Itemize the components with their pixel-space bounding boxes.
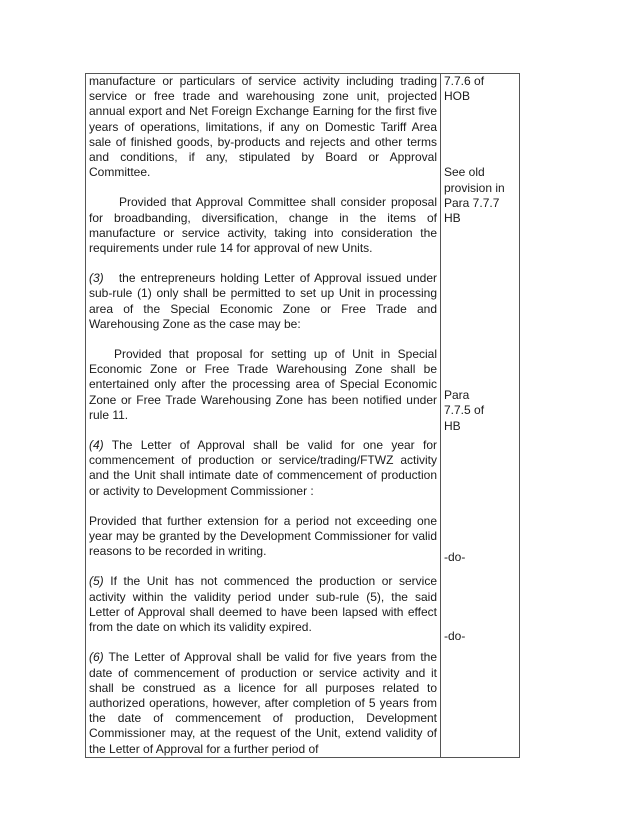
sub-rule-text: The Letter of Approval shall be valid for one year for commencement of production or service/trading/FTWZ activity and the Unit shall intimate date of commencement of production or activity to Development Commissioner : bbox=[89, 438, 437, 498]
sub-rule-text: the entrepreneurs holding Letter of Approval issued under sub-rule (1) only shall be permitted to set up Unit in processing area of the Special Economic Zone or Free Trade and Warehousing Zone as the case may be: bbox=[89, 271, 437, 331]
paragraph-sub-rule-5 bbox=[89, 574, 437, 635]
rule-text-column bbox=[86, 74, 441, 758]
reference-do-2: -do- bbox=[444, 629, 466, 644]
paragraph-sub-rule-4 bbox=[89, 438, 437, 499]
rules-table bbox=[85, 73, 520, 758]
reference-old-provision: See old provision in Para 7.7.7 HB bbox=[444, 165, 505, 226]
reference-column bbox=[441, 74, 520, 758]
paragraph-continuation: manufacture or particulars of service activity including trading service or free trade and warehousing zone unit, projected annual export and Net Foreign Exchange Earning for the first five years of operations, limitations, if any on Domestic Tariff Area sale of finished goods, by-products and rejects and other terms and conditions, if any, stipulated by Board or Approval Committee. bbox=[89, 74, 437, 180]
paragraph-proviso-setup: Provided that proposal for setting up of Unit in Special Economic Zone or Free Trade Warehousing Zone shall be entertained only after the processing area of Special Economic Zone or Free Trade Warehousing Zone has been notified under rule 11. bbox=[89, 347, 437, 422]
reference-hob: 7.7.6 of HOB bbox=[444, 74, 485, 104]
paragraph-proviso-extension: Provided that further extension for a period not exceeding one year may be granted by the Development Commissioner for valid reasons to be recorded in writing. bbox=[89, 513, 437, 559]
sub-rule-text: If the Unit has not commenced the production or service activity within the validity period under sub-rule (5), the said Letter of Approval shall deemed to have been lapsed with effect from the date on which its validity expired. bbox=[89, 574, 437, 635]
paragraph-sub-rule-3 bbox=[89, 271, 437, 332]
sub-rule-number: (5) bbox=[89, 574, 104, 589]
sub-rule-number: (4) bbox=[89, 438, 104, 453]
paragraph-proviso-broadbanding: Provided that Approval Committee shall consider proposal for broadbanding, diversification, change in the items of manufacture or service activity, taking into consideration the requirements under rule 14 for approval of new Units. bbox=[89, 195, 437, 256]
table-row bbox=[86, 74, 520, 758]
sub-rule-text: The Letter of Approval shall be valid for five years from the date of commencement of production or service activity and it shall be construed as a licence for all purposes related to authorized operations, however, after completion of 5 years from the date of commencement of production, Development Commissioner may, at the request of the Unit, extend validity of the Letter of Approval for a further period of bbox=[89, 650, 437, 756]
paragraph-sub-rule-6 bbox=[89, 650, 437, 756]
reference-para-775: Para 7.7.5 of HB bbox=[444, 388, 485, 433]
sub-rule-number: (3) bbox=[89, 271, 104, 286]
sub-rule-number: (6) bbox=[89, 650, 104, 665]
reference-do-1: -do- bbox=[444, 549, 466, 564]
